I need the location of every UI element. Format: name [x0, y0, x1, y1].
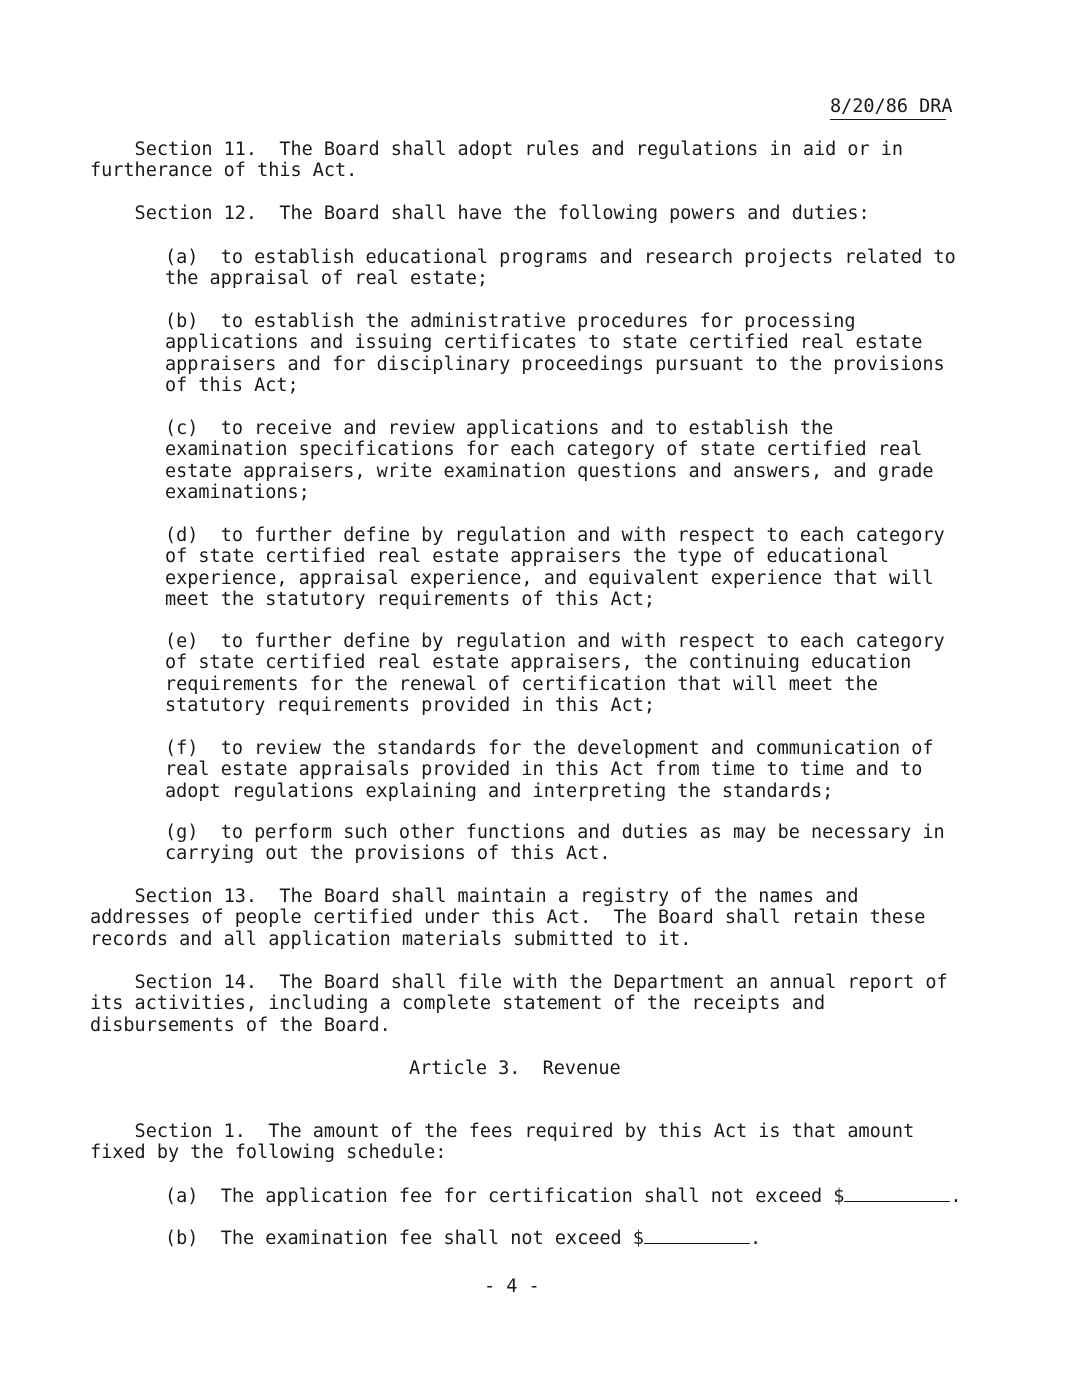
section-12-item-d: (d) to further define by regulation and with respect to each category of state certified real estate appraisers the type of educational experience, appraisal experience, and equivalent experience that will meet the statutory requirements of this Act;: [165, 525, 945, 610]
section-11: Section 11. The Board shall adopt rules and regulations in aid or in furtherance of this Act.: [90, 139, 904, 182]
fee-item-a: [165, 1185, 962, 1207]
section-12-item-g: (g) to perform such other functions and duties as may be necessary in carrying out the provisions of this Act.: [165, 822, 945, 865]
article-3-section-1: Section 1. The amount of the fees required by this Act is that amount fixed by the following schedule:: [90, 1121, 915, 1164]
fee-item-b-end: .: [749, 1228, 762, 1249]
fee-amount-blank-b: [644, 1227, 750, 1244]
fee-item-b-text: (b) The examination fee shall not exceed $: [165, 1228, 644, 1249]
section-13: Section 13. The Board shall maintain a registry of the names and addresses of people certified under this Act. The Board shall retain these records and all application materials submitted to it.: [90, 886, 926, 950]
fee-amount-blank-a: [844, 1185, 950, 1202]
page-number: - 4 -: [484, 1276, 540, 1297]
fee-item-b: [165, 1227, 761, 1249]
section-12-item-c: (c) to receive and review applications and to establish the examination specifications for each category of state certified real estate appraisers, write examination questions and answers, and grade examinations;: [165, 418, 934, 503]
section-12-item-b: (b) to establish the administrative procedures for processing applications and issuing certificates to state certified real estate appraisers and for disciplinary proceedings pursuant to the provisions of this Act;: [165, 311, 945, 396]
section-12-item-f: (f) to review the standards for the development and communication of real estate appraisals provided in this Act from time to time and to adopt regulations explaining and interpreting the standards;: [165, 738, 934, 802]
fee-item-a-end: .: [950, 1186, 962, 1207]
section-12-item-e: (e) to further define by regulation and with respect to each category of state certified real estate appraisers, the continuing education requirements for the renewal of certification that will meet the statutory requirements provided in this Act;: [165, 631, 945, 716]
article-3-heading: Article 3. Revenue: [409, 1058, 621, 1079]
section-14: Section 14. The Board shall file with the Department an annual report of its activities, including a complete statement of the receipts and disbursements of the Board.: [90, 972, 948, 1036]
section-12-intro: Section 12. The Board shall have the following powers and duties:: [90, 203, 870, 224]
fee-item-a-text: (a) The application fee for certification shall not exceed $: [165, 1186, 845, 1207]
section-12-item-a: (a) to establish educational programs and research projects related to the appraisal of real estate;: [165, 247, 956, 290]
draft-date-mark: 8/20/86 DRA: [830, 96, 946, 120]
